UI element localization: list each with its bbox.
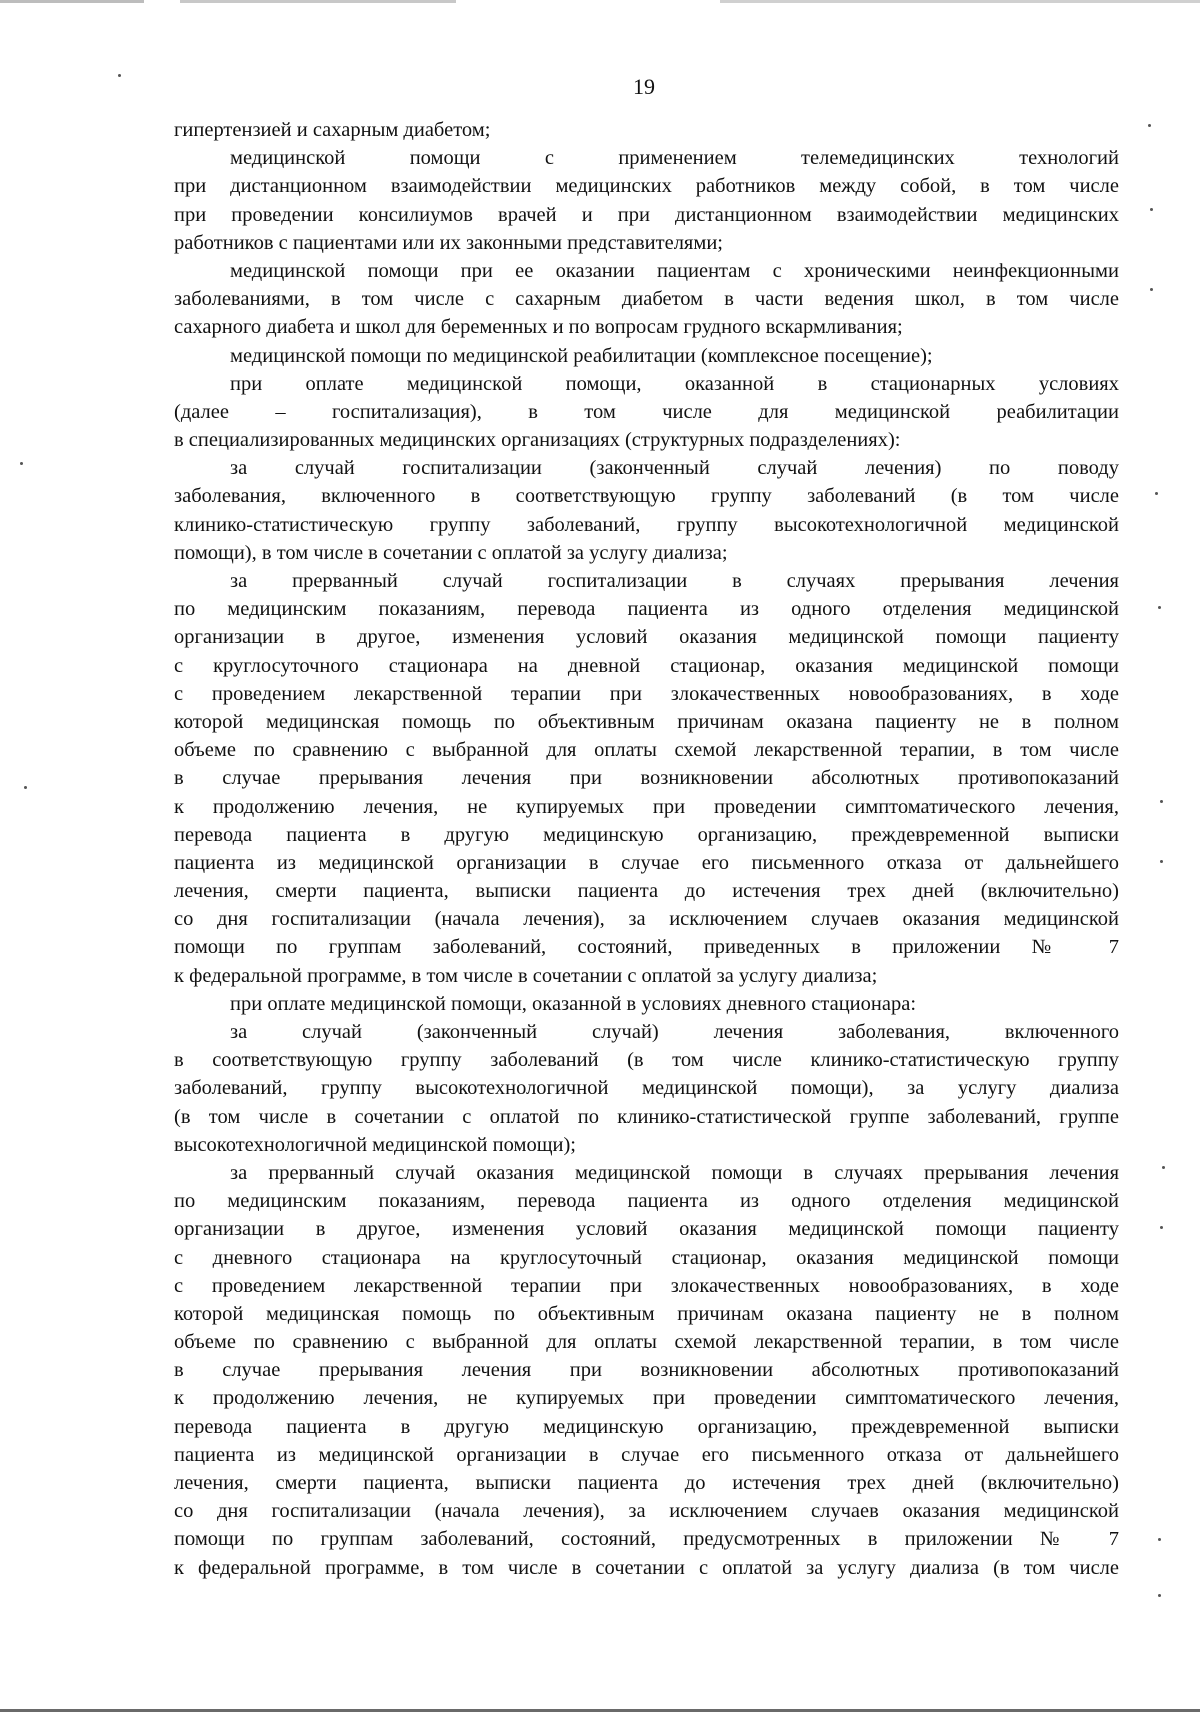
text-line: гипертензией и сахарным диабетом; bbox=[174, 119, 491, 141]
text-line: пациента из медицинской организации в случае его письменного отказа от дальнейшего bbox=[174, 851, 1119, 874]
text-line: со дня госпитализации (начала лечения), за исключением случаев оказания медицинской bbox=[174, 908, 1119, 931]
text-line: заболеваний, группу высокотехнологичной медицинской помощи), за услугу диализа bbox=[174, 1077, 1119, 1100]
text-line: по медицинским показаниям, перевода пациента из одного отделения медицинской bbox=[174, 598, 1119, 621]
text-line: медицинской помощи при ее оказании пациентам с хроническими неинфекционными bbox=[230, 259, 1119, 282]
text-line: организации в другое, изменения условий оказания медицинской помощи пациенту bbox=[174, 1218, 1119, 1241]
text-line: объеме по сравнению с выбранной для оплаты схемой лекарственной терапии, в том числе bbox=[174, 739, 1119, 762]
text-line: клинико-статистическую группу заболеваний, группу высокотехнологичной медицинской bbox=[174, 513, 1119, 536]
page-number: 19 bbox=[633, 74, 655, 99]
text-line: которой медицинская помощь по объективным причинам оказана пациенту не в полном bbox=[174, 710, 1119, 733]
text-line: помощи по группам заболеваний, состояний, предусмотренных в приложении № 7 bbox=[174, 1528, 1119, 1551]
text-line: в случае прерывания лечения при возникновении абсолютных противопоказаний bbox=[174, 1359, 1119, 1382]
text-line: в соответствующую группу заболеваний (в том числе клинико-статистическую группу bbox=[174, 1049, 1119, 1072]
text-line: организации в другое, изменения условий оказания медицинской помощи пациенту bbox=[174, 626, 1119, 649]
text-line: медицинской помощи по медицинской реабилитации (комплексное посещение); bbox=[230, 344, 933, 367]
text-line: лечения, смерти пациента, выписки пациента до истечения трех дней (включительно) bbox=[174, 880, 1119, 903]
text-line: пациента из медицинской организации в случае его письменного отказа от дальнейшего bbox=[174, 1443, 1119, 1466]
scan-speck bbox=[1162, 1166, 1165, 1169]
text-line: лечения, смерти пациента, выписки пациента до истечения трех дней (включительно) bbox=[174, 1472, 1119, 1494]
text-line: заболеваниями, в том числе с сахарным диабетом в части ведения школ, в том числе bbox=[174, 288, 1119, 311]
text-line: с проведением лекарственной терапии при злокачественных новообразованиях, в ходе bbox=[174, 682, 1119, 705]
text-line: сахарного диабета и школ для беременных и по вопросам грудного вскармливания; bbox=[174, 316, 903, 339]
text-line: заболевания, включенного в соответствующую группу заболеваний (в том числе bbox=[174, 485, 1119, 508]
scan-speck bbox=[20, 462, 23, 465]
document-body bbox=[174, 116, 1119, 1582]
scan-speck bbox=[1150, 208, 1153, 211]
text-line: в специализированных медицинских организациях (структурных подразделениях): bbox=[174, 429, 901, 452]
text-line: к продолжению лечения, не купируемых при проведении симптоматического лечения, bbox=[174, 795, 1119, 818]
text-line: с дневного стационара на круглосуточный стационар, оказания медицинской помощи bbox=[174, 1246, 1119, 1269]
scan-speck bbox=[1160, 1226, 1163, 1229]
scan-speck bbox=[1158, 1594, 1161, 1597]
text-line: помощи по группам заболеваний, состояний, приведенных в приложении № 7 bbox=[174, 936, 1119, 959]
text-line: высокотехнологичной медицинской помощи); bbox=[174, 1133, 576, 1156]
text-line: с круглосуточного стационара на дневной стационар, оказания медицинской помощи bbox=[174, 654, 1119, 677]
text-line: при оплате медицинской помощи, оказанной в условиях дневного стационара: bbox=[230, 992, 917, 1015]
text-line: перевода пациента в другую медицинскую организацию, преждевременной выписки bbox=[174, 1415, 1119, 1438]
text-line: при проведении консилиумов врачей и при дистанционном взаимодействии медицинских bbox=[174, 203, 1119, 226]
text-line: за случай (законченный случай) лечения заболевания, включенного bbox=[230, 1021, 1119, 1043]
text-line: которой медицинская помощь по объективным причинам оказана пациенту не в полном bbox=[174, 1302, 1119, 1325]
scan-speck bbox=[1148, 124, 1151, 127]
scan-speck bbox=[1160, 860, 1163, 863]
text-line: медицинской помощи с применением телемедицинских технологий bbox=[230, 147, 1119, 170]
scan-speck bbox=[24, 786, 27, 789]
text-line: работников с пациентами или их законными представителями; bbox=[174, 231, 723, 254]
text-line: со дня госпитализации (начала лечения), за исключением случаев оказания медицинской bbox=[174, 1500, 1119, 1523]
text-line: в случае прерывания лечения при возникновении абсолютных противопоказаний bbox=[174, 767, 1119, 790]
text-line: перевода пациента в другую медицинскую организацию, преждевременной выписки bbox=[174, 823, 1119, 846]
scan-speck bbox=[1158, 606, 1161, 609]
text-line: за прерванный случай оказания медицинской помощи в случаях прерывания лечения bbox=[230, 1161, 1119, 1184]
text-line: по медицинским показаниям, перевода пациента из одного отделения медицинской bbox=[174, 1190, 1119, 1213]
text-line: (далее – госпитализация), в том числе для медицинской реабилитации bbox=[174, 400, 1119, 423]
text-line: помощи), в том числе в сочетании с оплатой за услугу диализа; bbox=[174, 541, 728, 564]
text-line: при оплате медицинской помощи, оказанной в стационарных условиях bbox=[230, 372, 1119, 395]
scan-speck bbox=[1160, 800, 1163, 803]
text-line: к федеральной программе, в том числе в сочетании с оплатой за услугу диализа (в том числе bbox=[174, 1556, 1119, 1579]
text-line: с проведением лекарственной терапии при злокачественных новообразованиях, в ходе bbox=[174, 1274, 1119, 1297]
scan-edge-top bbox=[0, 0, 1200, 3]
text-line: объеме по сравнению с выбранной для оплаты схемой лекарственной терапии, в том числе bbox=[174, 1331, 1119, 1354]
text-line: при дистанционном взаимодействии медицинских работников между собой, в том числе bbox=[174, 175, 1119, 198]
text-line: к продолжению лечения, не купируемых при проведении симптоматического лечения, bbox=[174, 1387, 1119, 1410]
scan-speck bbox=[1155, 492, 1158, 495]
text-line: за случай госпитализации (законченный случай лечения) по поводу bbox=[230, 457, 1119, 480]
text-line: (в том числе в сочетании с оплатой по клинико-статистической группе заболеваний, группе bbox=[174, 1105, 1119, 1128]
text-line: за прерванный случай госпитализации в случаях прерывания лечения bbox=[230, 570, 1119, 592]
text-line: к федеральной программе, в том числе в сочетании с оплатой за услугу диализа; bbox=[174, 964, 878, 987]
scan-speck bbox=[1158, 1538, 1161, 1541]
scan-speck bbox=[1150, 288, 1153, 291]
